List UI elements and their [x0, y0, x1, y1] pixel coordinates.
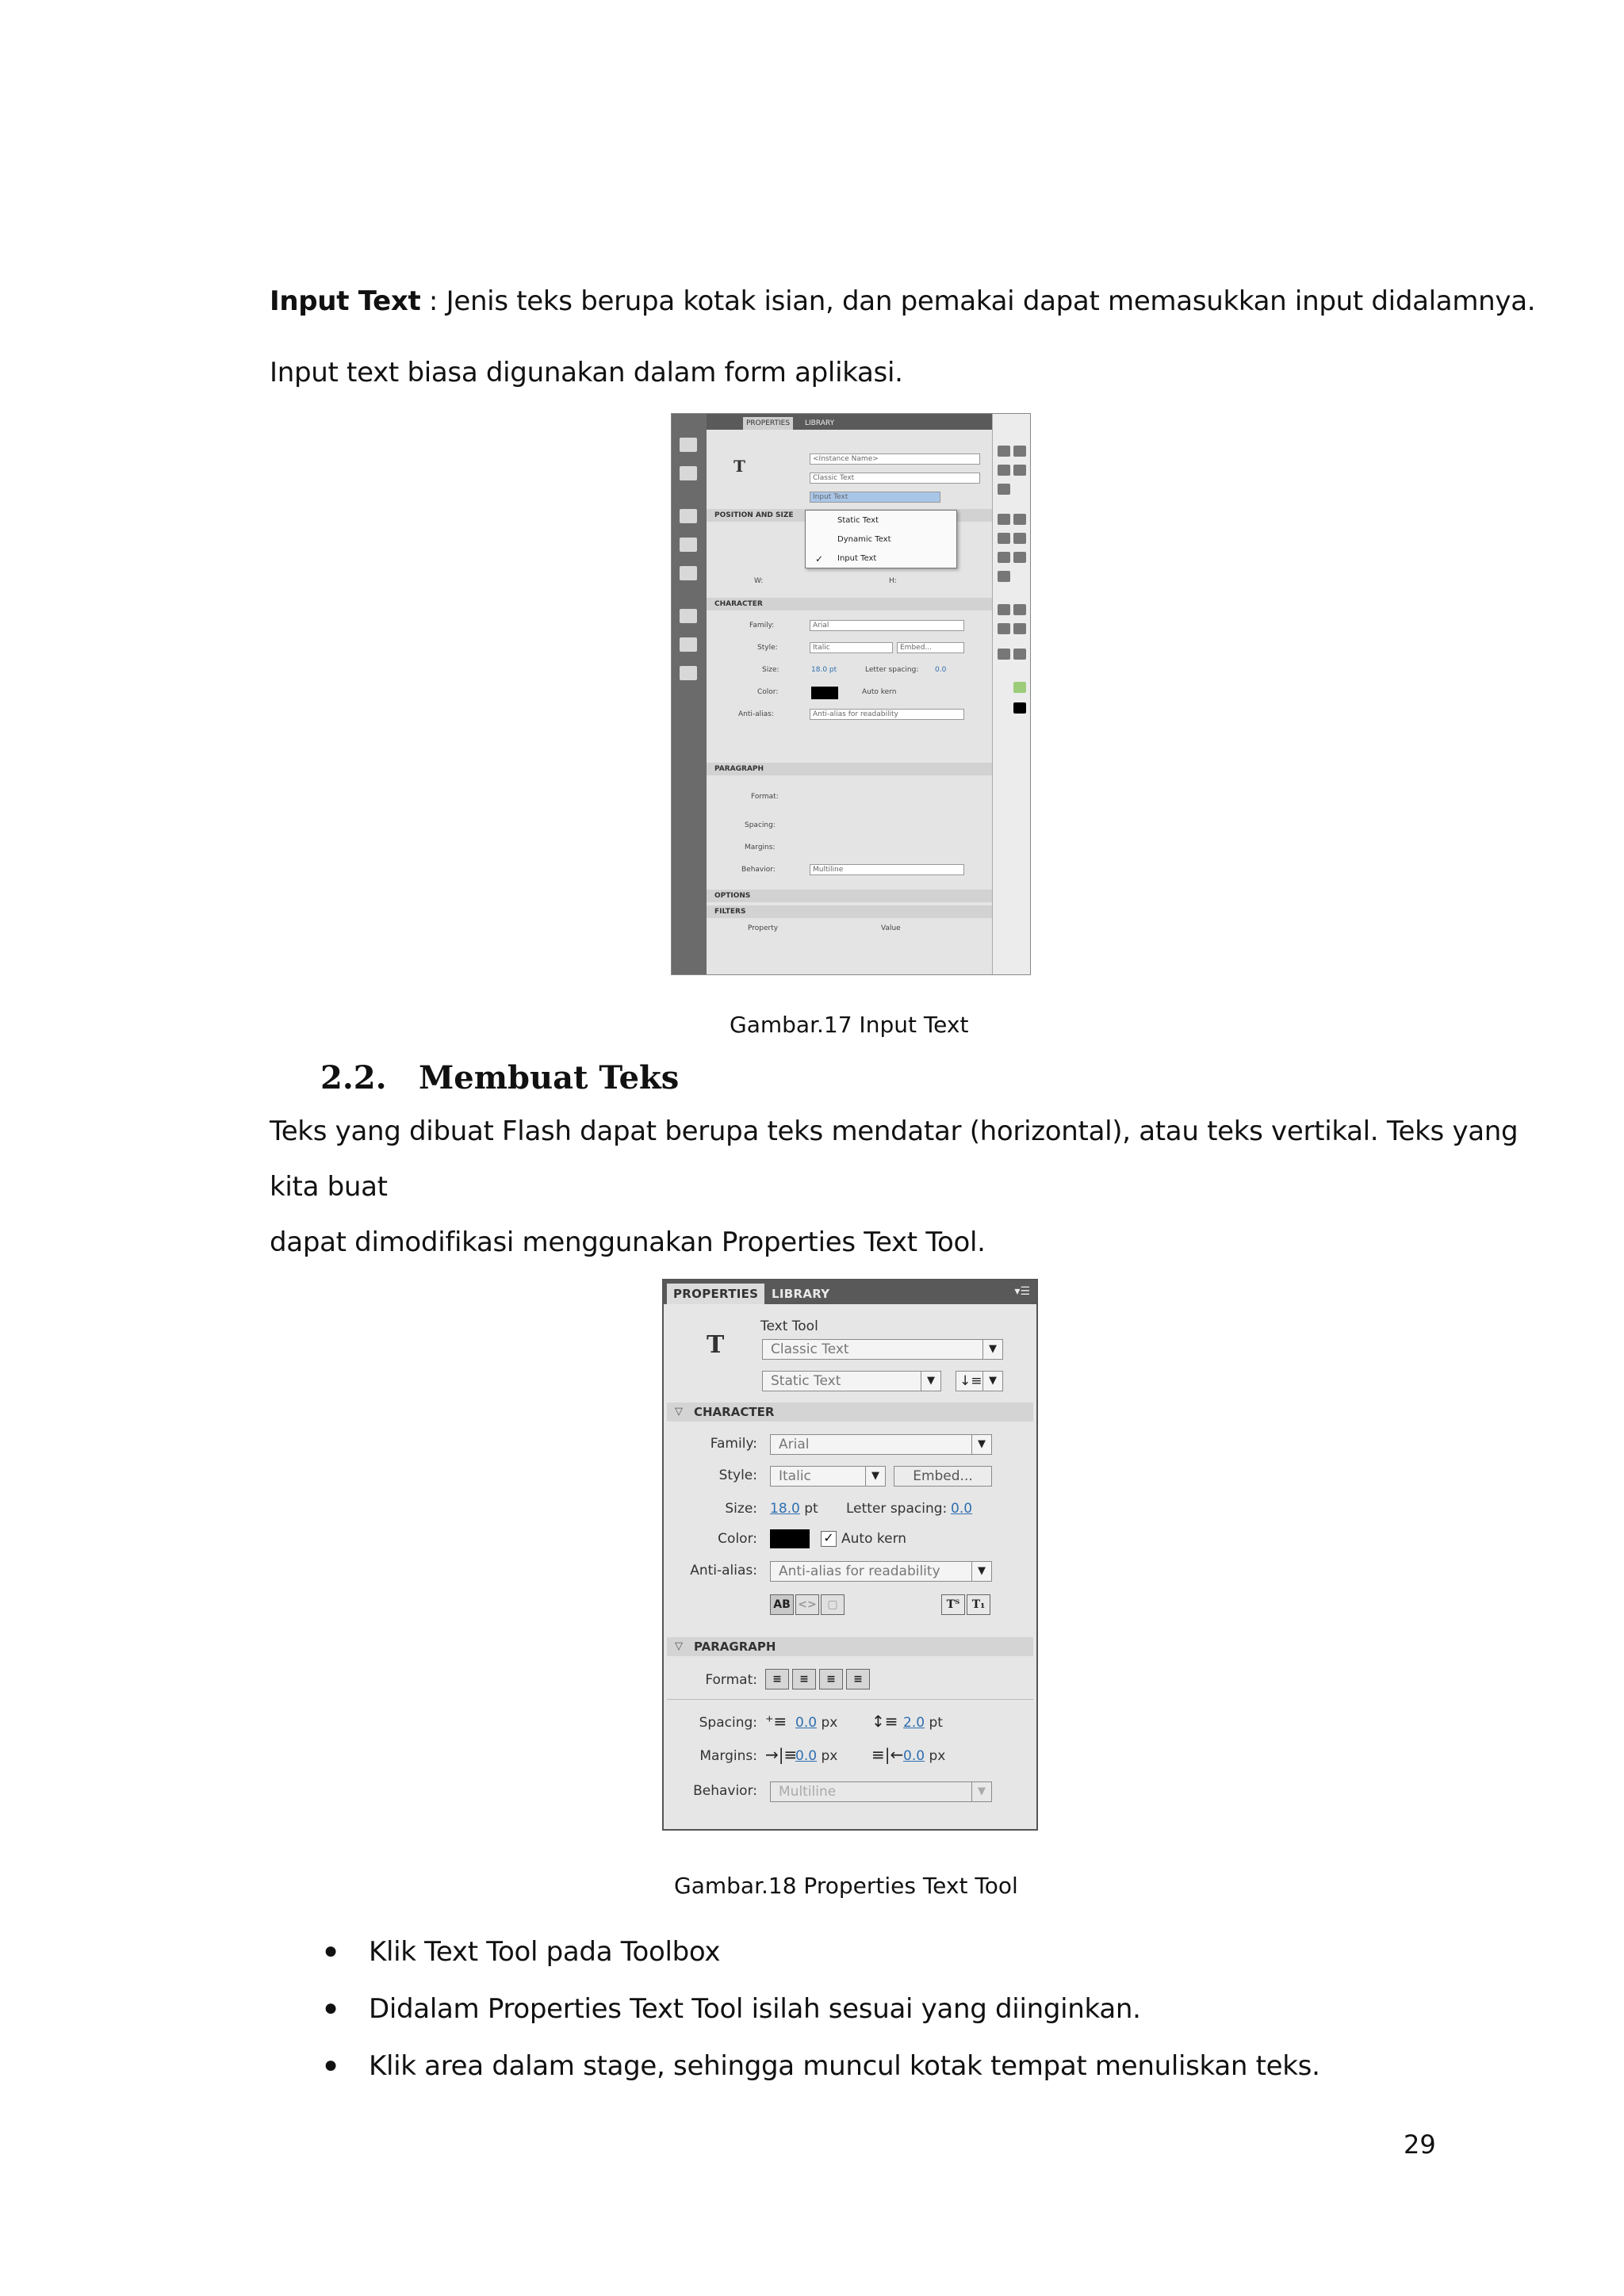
character-section-header[interactable] — [667, 1402, 1033, 1422]
letter-spacing-number[interactable]: 0.0 — [951, 1501, 973, 1517]
text-type-select[interactable]: Input Text — [810, 492, 940, 503]
chevron-down-icon: ▼ — [971, 1562, 991, 1581]
chevron-down-icon: ▼ — [971, 1435, 991, 1454]
intro-line-2: Input text biasa digunakan dalam form aplikasi. — [270, 357, 903, 388]
behavior-select[interactable]: Multiline — [810, 864, 964, 875]
chevron-down-icon: ▼ — [982, 1340, 1002, 1359]
style-value: Italic — [779, 1468, 811, 1484]
fill-color-icon[interactable] — [1013, 702, 1026, 714]
intro-line-1 — [270, 285, 1535, 318]
collapse-triangle-icon: ▽ — [675, 1640, 683, 1652]
bone-tool-icon[interactable] — [998, 604, 1010, 615]
behavior-label: Behavior: — [693, 1783, 757, 1799]
embed-button[interactable]: Embed... — [897, 642, 964, 653]
auto-kern-label: Auto kern — [841, 1531, 907, 1547]
section-title: Membuat Teks — [419, 1059, 680, 1096]
auto-kern-checkbox[interactable]: ✓ — [821, 1531, 837, 1547]
tool-icon — [680, 438, 697, 452]
input-text-definition: : Jenis teks berupa kotak isian, dan pemakai dapat memasukkan input didalamnya. — [420, 285, 1536, 317]
input-text-term: Input Text — [270, 285, 421, 317]
text-engine-value: Classic Text — [771, 1341, 849, 1357]
tool-name: Text Tool — [760, 1318, 818, 1334]
chevron-down-icon: ▼ — [865, 1467, 885, 1486]
margins-label: Margins: — [699, 1748, 757, 1764]
text-orientation-select[interactable] — [956, 1371, 1003, 1391]
menu-item-input-text-label: Input Text — [837, 554, 877, 563]
menu-item-dynamic-text[interactable]: Dynamic Text — [837, 535, 891, 544]
size-value-group[interactable] — [770, 1501, 818, 1517]
3d-tool-icon[interactable] — [1013, 465, 1026, 476]
right-margin-unit: px — [929, 1748, 946, 1764]
text-type-select[interactable] — [762, 1371, 941, 1391]
tab-properties[interactable]: PROPERTIES — [667, 1284, 764, 1304]
family-label: Family: — [710, 1436, 757, 1452]
section-character[interactable]: CHARACTER — [707, 598, 992, 610]
page-number: 29 — [1404, 2130, 1436, 2160]
style-select[interactable] — [770, 1466, 886, 1487]
family-value: Arial — [779, 1437, 810, 1452]
chevron-down-icon: ▼ — [982, 1372, 1002, 1391]
rectangle-tool-icon[interactable] — [1013, 533, 1026, 544]
toolbox-strip — [992, 414, 1031, 974]
value-col-header: Value — [881, 924, 901, 932]
section-position[interactable]: POSITION AND SIZE — [707, 509, 992, 522]
style-field[interactable]: Italic — [810, 642, 893, 653]
paragraph-divider — [667, 1699, 1033, 1700]
letter-spacing-label: Letter spacing: — [865, 666, 919, 674]
letter-spacing-value[interactable]: 0.0 — [935, 666, 947, 674]
list-item: Didalam Properties Text Tool isilah sesuai yang diinginkan. — [369, 1993, 1141, 2025]
brush-tool-icon[interactable] — [1013, 552, 1026, 563]
style-label: Style: — [718, 1468, 757, 1483]
selectable-text-icon[interactable]: AB — [770, 1594, 794, 1615]
format-label: Format: — [751, 793, 779, 801]
indent-value-group[interactable] — [795, 1715, 837, 1731]
embed-button[interactable]: Embed... — [894, 1466, 992, 1487]
selection-tool-icon[interactable] — [998, 446, 1010, 457]
antialias-select[interactable] — [770, 1561, 992, 1582]
size-unit: pt — [804, 1501, 818, 1517]
pen-tool-icon[interactable] — [998, 514, 1010, 525]
tab-library[interactable]: LIBRARY — [805, 419, 835, 427]
antialias-value: Anti-alias for readability — [779, 1563, 940, 1579]
property-col-header: Property — [748, 924, 779, 932]
subscript-icon[interactable]: T₁ — [967, 1594, 990, 1615]
tool-icon — [680, 609, 697, 623]
left-margin-group[interactable] — [795, 1748, 837, 1764]
color-swatch[interactable] — [770, 1529, 810, 1548]
eraser-icon[interactable] — [1013, 623, 1026, 634]
figure-18-properties-panel — [662, 1279, 1038, 1831]
section-paragraph-line-1: Teks yang dibuat Flash dapat berupa teks mendatar (horizontal), atau teks vertikal. Teks yang — [270, 1115, 1519, 1147]
list-item: Klik area dalam stage, sehingga muncul kotak tempat menuliskan teks. — [369, 2050, 1320, 2082]
color-swatch[interactable] — [811, 687, 838, 699]
section-paragraph-line-3: dapat dimodifikasi menggunakan Properties Text Tool. — [270, 1226, 986, 1258]
lasso-tool-icon[interactable] — [998, 484, 1010, 495]
character-section-label: CHARACTER — [694, 1405, 775, 1419]
antialias-select[interactable]: Anti-alias for readability — [810, 709, 964, 720]
properties-panel-small — [707, 414, 992, 974]
letter-spacing-value[interactable] — [951, 1501, 972, 1517]
style-label: Style: — [757, 644, 778, 652]
size-label: Size: — [762, 666, 779, 674]
section-options[interactable]: OPTIONS — [707, 890, 992, 902]
bullet-dot: ● — [324, 2052, 339, 2078]
line-tool-icon[interactable] — [998, 533, 1010, 544]
subselection-tool-icon[interactable] — [1013, 446, 1026, 457]
behavior-value: Multiline — [779, 1784, 837, 1800]
align-right-icon[interactable]: ≡ — [819, 1669, 843, 1689]
text-orientation-icon: ↓≡ — [959, 1373, 982, 1389]
hand-tool-icon[interactable] — [998, 649, 1010, 660]
behavior-label: Behavior: — [741, 866, 776, 874]
size-value[interactable]: 18.0 pt — [811, 666, 837, 674]
figure-17-screenshot — [671, 413, 1031, 975]
chevron-down-icon: ▼ — [971, 1782, 991, 1801]
stroke-color-icon[interactable] — [1013, 682, 1026, 693]
list-item: Klik Text Tool pada Toolbox — [369, 1936, 721, 1968]
family-label: Family: — [749, 622, 775, 629]
family-field[interactable]: Arial — [810, 620, 964, 631]
transform-tool-icon[interactable] — [998, 465, 1010, 476]
tool-icon — [680, 509, 697, 523]
show-border-icon[interactable]: ▢ — [821, 1594, 845, 1615]
indent-icon: ⁺≡ — [765, 1712, 787, 1731]
text-type-dropdown-menu — [805, 510, 957, 568]
instance-name-field[interactable]: <Instance Name> — [810, 453, 980, 465]
text-engine-select[interactable] — [762, 1339, 1003, 1360]
auto-kern-label[interactable]: Auto kern — [862, 688, 897, 696]
antialias-label: Anti-alias: — [690, 1563, 757, 1578]
indent-value[interactable]: 0.0 — [795, 1715, 818, 1731]
right-margin-icon: ≡|← — [871, 1745, 904, 1764]
align-justify-icon[interactable]: ≡ — [846, 1669, 870, 1689]
w-label: W: — [754, 577, 764, 585]
text-engine-select[interactable]: Classic Text — [810, 473, 980, 484]
panel-menu-icon[interactable]: ▾☰ — [1014, 1285, 1030, 1298]
tool-icon — [680, 666, 697, 680]
collapse-triangle-icon: ▽ — [675, 1406, 683, 1418]
menu-item-input-text[interactable] — [806, 550, 956, 568]
size-value[interactable]: 18.0 — [770, 1501, 800, 1517]
figure-17-caption: Gambar.17 Input Text — [730, 1012, 969, 1038]
format-label: Format: — [705, 1672, 757, 1688]
family-select[interactable] — [770, 1434, 992, 1455]
letter-spacing-label: Letter spacing: — [846, 1501, 948, 1517]
tool-icon — [680, 637, 697, 652]
line-spacing-unit: pt — [929, 1715, 943, 1731]
checkmark-icon: ✓ — [815, 553, 824, 564]
chevron-down-icon: ▼ — [921, 1372, 940, 1391]
panel-tabbar — [707, 414, 992, 430]
text-tool-icon: T — [733, 457, 745, 476]
menu-item-static-text[interactable]: Static Text — [837, 516, 879, 525]
align-center-icon[interactable]: ≡ — [792, 1669, 816, 1689]
indent-unit: px — [821, 1715, 838, 1731]
spacing-label: Spacing: — [745, 821, 776, 829]
tool-icon — [680, 566, 697, 580]
paragraph-section-header[interactable] — [667, 1637, 1033, 1656]
margins-label: Margins: — [745, 844, 776, 851]
tab-properties[interactable]: PROPERTIES — [743, 417, 793, 430]
line-spacing-group[interactable] — [903, 1715, 943, 1731]
deco-tool-icon[interactable] — [998, 571, 1010, 582]
figure-18-caption: Gambar.18 Properties Text Tool — [674, 1873, 1018, 1899]
tool-icon — [680, 466, 697, 480]
paragraph-section-label: PARAGRAPH — [694, 1640, 776, 1654]
h-label: H: — [889, 577, 897, 585]
bullet-dot: ● — [324, 1938, 339, 1964]
text-tool-icon: T — [707, 1331, 725, 1359]
line-spacing-value[interactable]: 2.0 — [903, 1715, 925, 1731]
superscript-icon[interactable]: Tᵀ — [941, 1594, 965, 1615]
size-label: Size: — [725, 1501, 757, 1517]
panel-tabbar — [664, 1280, 1036, 1304]
antialias-label: Anti-alias: — [738, 710, 774, 718]
left-margin-unit: px — [821, 1748, 838, 1764]
left-margin-value[interactable]: 0.0 — [795, 1748, 818, 1764]
zoom-tool-icon[interactable] — [1013, 649, 1026, 660]
color-label: Color: — [757, 688, 779, 696]
tool-icon — [680, 538, 697, 552]
align-left-icon[interactable]: ≡ — [765, 1669, 789, 1689]
render-html-icon[interactable]: <> — [795, 1594, 819, 1615]
section-paragraph-line-2: kita buat — [270, 1171, 388, 1203]
right-margin-value[interactable]: 0.0 — [903, 1748, 925, 1764]
section-paragraph[interactable]: PARAGRAPH — [707, 763, 992, 775]
left-tool-strip — [672, 414, 707, 974]
text-tool-icon[interactable] — [1013, 514, 1026, 525]
right-margin-group[interactable] — [903, 1748, 945, 1764]
left-margin-icon: →|≡ — [765, 1745, 798, 1764]
behavior-select[interactable] — [770, 1781, 992, 1802]
tab-library[interactable]: LIBRARY — [772, 1287, 830, 1301]
bullet-dot: ● — [324, 1995, 339, 2021]
text-type-value: Static Text — [771, 1373, 841, 1389]
section-filters[interactable]: FILTERS — [707, 905, 992, 918]
color-label: Color: — [718, 1531, 757, 1547]
section-number: 2.2. — [320, 1059, 387, 1096]
spacing-label: Spacing: — [699, 1715, 757, 1731]
pencil-tool-icon[interactable] — [998, 552, 1010, 563]
paint-bucket-icon[interactable] — [1013, 604, 1026, 615]
line-spacing-icon: ↕≡ — [871, 1712, 898, 1731]
eyedropper-icon[interactable] — [998, 623, 1010, 634]
